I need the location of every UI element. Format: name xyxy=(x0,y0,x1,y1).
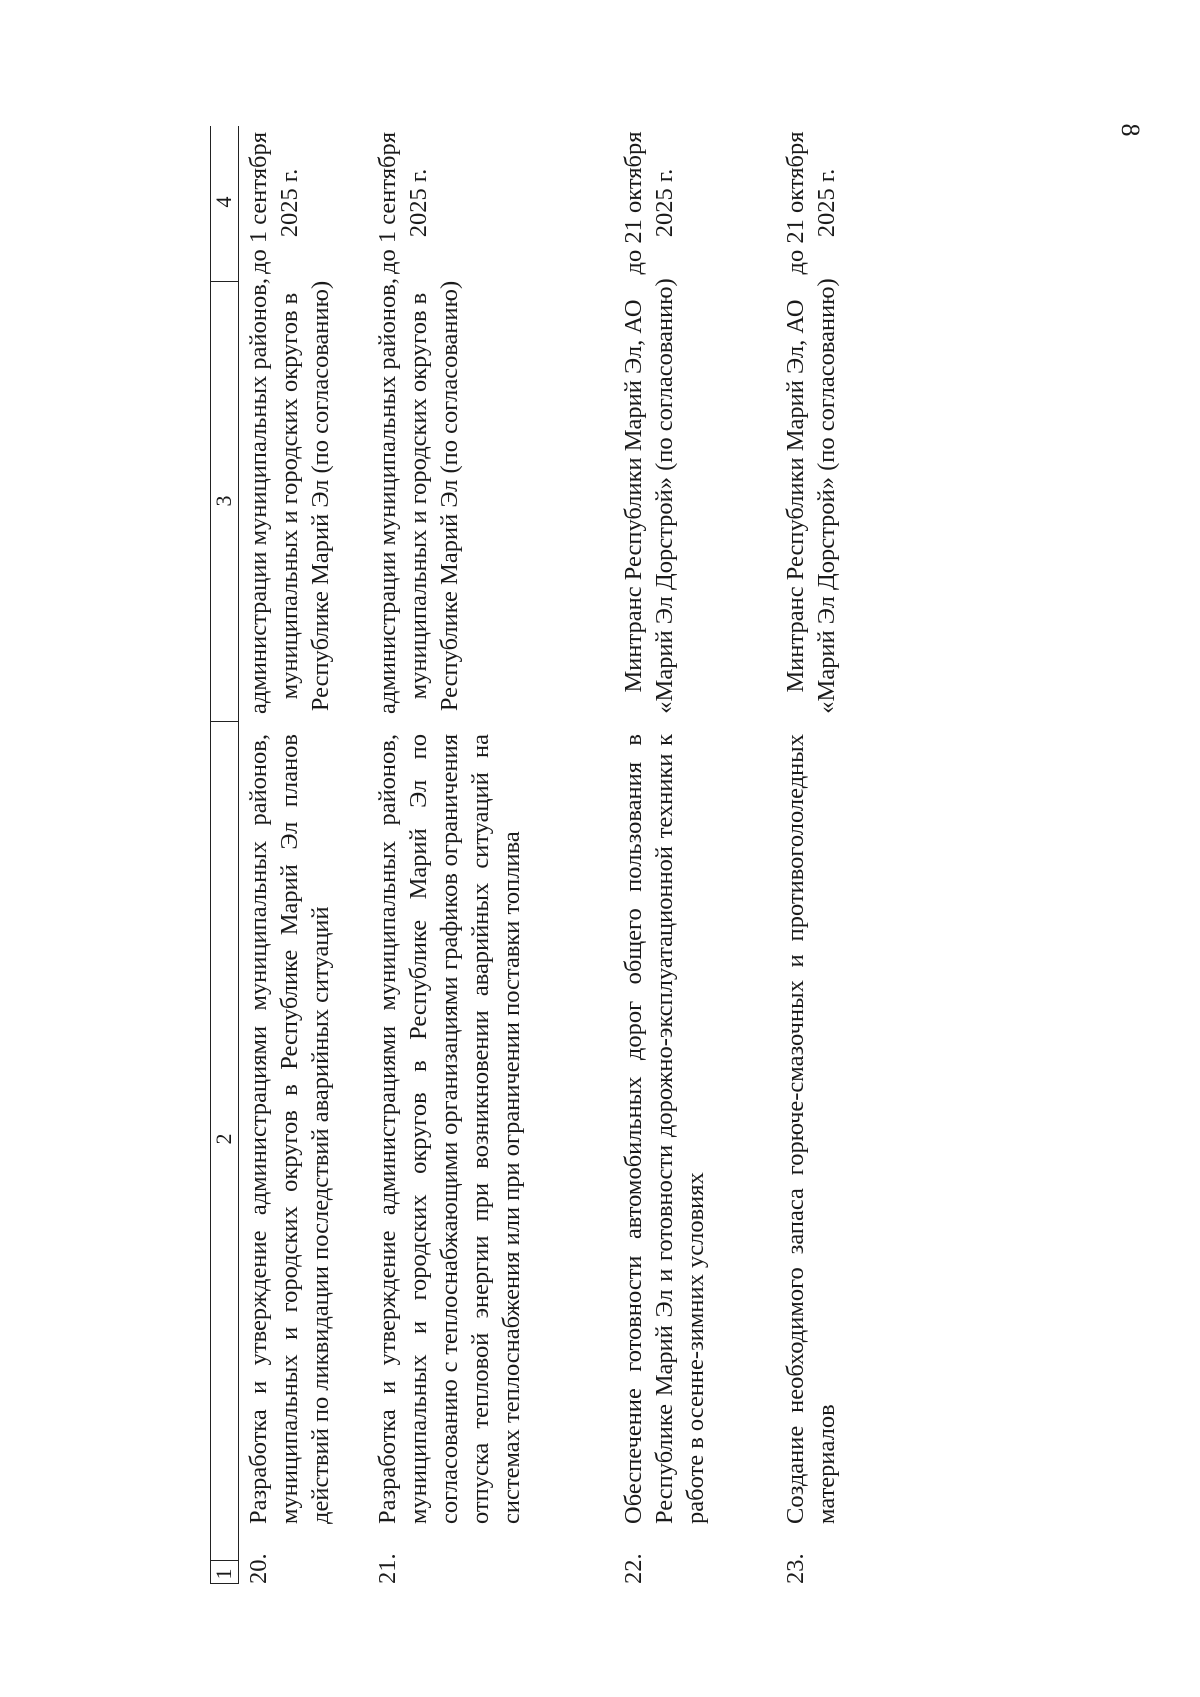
col-divider xyxy=(211,1583,238,1584)
row-number: 23. xyxy=(782,1553,809,1584)
col-header-2: 2 xyxy=(211,1133,236,1145)
row-number: 20. xyxy=(245,1553,272,1584)
deadline-text: до 21 октября 2025 г. xyxy=(782,131,840,275)
executor-text: администрации муниципальных районов, муниципальных и городских округов в Республике Марий Эл (по согласованию) xyxy=(245,278,334,714)
page-number: 8 xyxy=(1116,123,1145,137)
row-number: 21. xyxy=(374,1553,401,1584)
table-rotated xyxy=(210,126,1060,1584)
task-text: Разработка и утверждение администрациями муниципальных районов, муниципальных и городских округов в Республике Марий Эл планов действий по ликвидации последствий аварийных ситуаций xyxy=(245,734,334,1524)
deadline-text: до 1 сентября 2025 г. xyxy=(245,132,303,275)
executor-text: Минтранс Республики Марий Эл, АО «Марий Эл Дорстрой» (по согласованию) xyxy=(782,278,840,714)
executor-text: администрации муниципальных районов, муниципальных и городских округов в Республике Марий Эл (по согласованию) xyxy=(374,278,463,714)
col-header-3: 3 xyxy=(211,495,236,507)
task-text: Создание необходимого запаса горюче-смазочных и противогололедных материалов xyxy=(782,734,840,1524)
col-header-1: 1 xyxy=(211,1568,236,1580)
row-number: 22. xyxy=(620,1553,647,1584)
deadline-text: до 21 октября 2025 г. xyxy=(620,131,678,275)
col-divider xyxy=(211,721,238,722)
deadline-text: до 1 сентября 2025 г. xyxy=(374,132,432,275)
col-divider xyxy=(211,1560,238,1561)
task-text: Разработка и утверждение администрациями муниципальных районов, муниципальных и городских округов в Республике Марий Эл по согласованию с теплоснабжающими организациями графиков ограничения отпуска тепловой энергии при возникновении аварийных ситуаций на системах теплоснабжения или при ограничении поставки топлива xyxy=(374,734,525,1524)
col-divider xyxy=(211,281,238,282)
executor-text: Минтранс Республики Марий Эл, АО «Марий Эл Дорстрой» (по согласованию) xyxy=(620,278,678,714)
table-header xyxy=(210,126,239,1584)
col-header-4: 4 xyxy=(211,196,236,208)
task-text: Обеспечение готовности автомобильных дорог общего пользования в Республике Марий Эл и готовности дорожно-эксплуатационной техники к работе в осенне-зимних условиях xyxy=(620,734,709,1524)
